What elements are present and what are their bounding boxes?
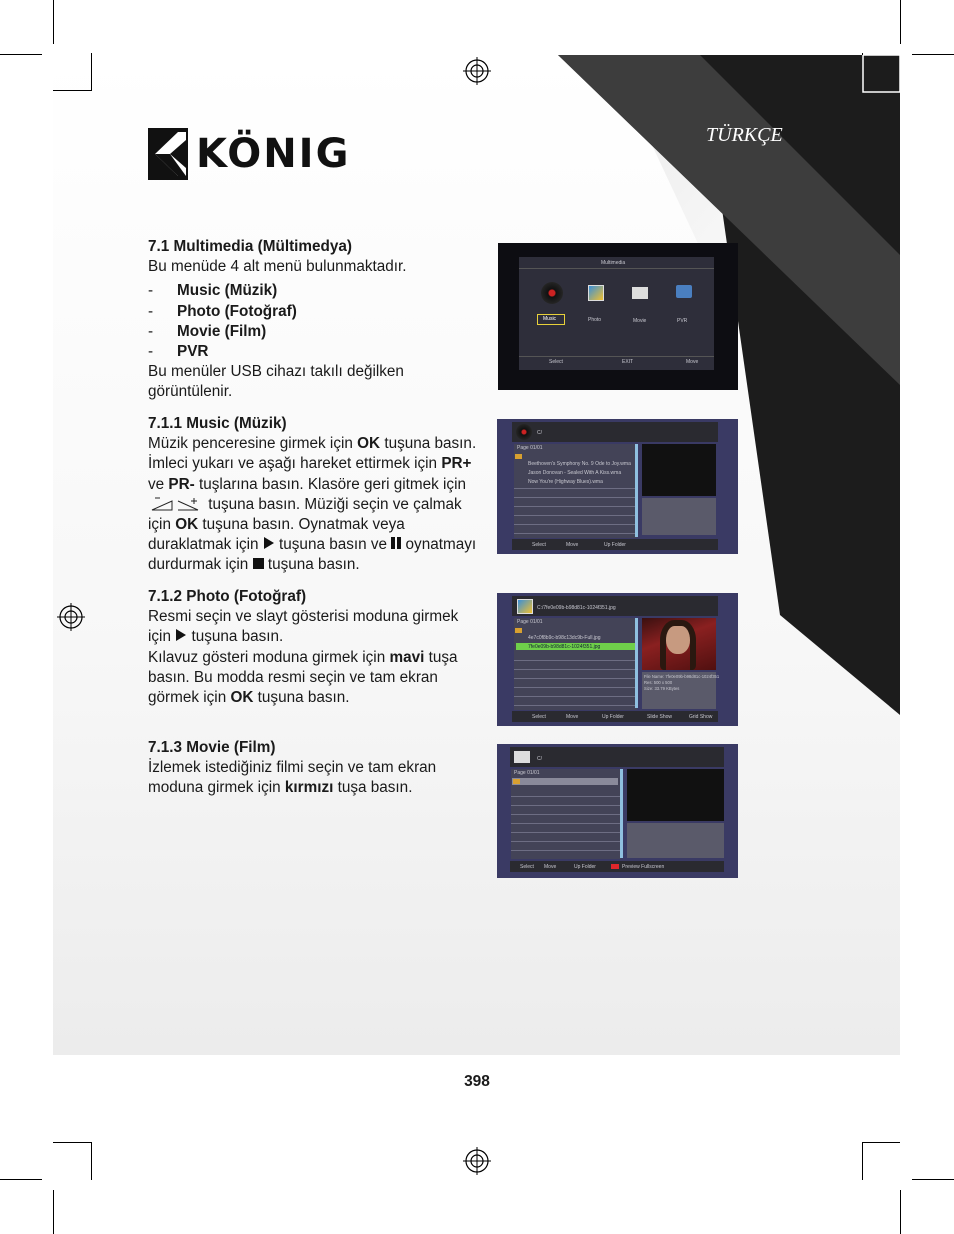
file-list xyxy=(514,444,637,538)
file-list xyxy=(514,618,637,710)
key-blue: mavi xyxy=(389,648,425,666)
path-label: C:/7fe0e09b-b98d81c-1024f351.jpg xyxy=(537,605,616,611)
crop-mark xyxy=(91,1142,92,1180)
section-title: 7.1 Multimedia (Mültimedya) xyxy=(148,238,352,255)
divider xyxy=(511,841,621,842)
footer-label: Select xyxy=(549,359,563,365)
section-movie xyxy=(148,738,478,799)
key-pr-plus: PR+ xyxy=(441,455,472,473)
text: tuşlarına basın. Klasöre geri gitmek için xyxy=(194,475,466,493)
info-line: Res: 500 x 500 xyxy=(644,680,673,685)
language-label: TÜRKÇE xyxy=(706,124,783,146)
konig-logo xyxy=(148,128,358,182)
divider xyxy=(514,696,637,697)
pvr-icon xyxy=(676,285,692,298)
selected-row[interactable] xyxy=(512,778,618,785)
submenu-list xyxy=(148,281,478,362)
path-label: C/ xyxy=(537,430,542,436)
page-number: 398 xyxy=(464,1073,490,1090)
divider xyxy=(514,497,637,498)
path-label: C/ xyxy=(537,756,542,762)
divider xyxy=(511,796,621,797)
crop-mark xyxy=(900,0,901,44)
file-list xyxy=(511,769,621,859)
paragraph xyxy=(148,607,478,647)
list-item: - Music (Müzik) xyxy=(148,281,478,301)
photo-icon xyxy=(517,599,533,614)
footer-label: Grid Show xyxy=(689,714,713,720)
list-item: Now You're (Highway Blues).wma xyxy=(528,479,603,485)
footer-label: Up Folder xyxy=(602,714,624,720)
divider xyxy=(514,687,637,688)
paragraph: Bu menüde 4 alt menü bulunmaktadır. xyxy=(148,258,407,276)
text: tuşuna basın. xyxy=(253,689,350,707)
page-label: Page 01/01 xyxy=(517,445,543,451)
footer-label: Select xyxy=(532,542,546,548)
footer-label: Up Folder xyxy=(574,864,596,870)
folder-icon xyxy=(515,454,522,459)
menu-item-label: Photo xyxy=(588,317,602,323)
list-item: - Photo (Fotoğraf) xyxy=(148,302,478,322)
list-item: 4e7c0f8b9c-b98c13dc9b-Full.jpg xyxy=(528,635,601,641)
text: Müzik penceresine girmek için xyxy=(148,435,358,453)
section-photo xyxy=(148,587,478,708)
list-item: - PVR xyxy=(148,342,478,362)
title-bar xyxy=(512,596,718,616)
list-item: Beethoven's Symphony No. 9 Ode to Joy.wma xyxy=(528,461,631,467)
footer-label: Slide Show xyxy=(647,714,673,720)
divider xyxy=(514,515,637,516)
text: tuşuna basın. Müziği seçin ve çalmak için xyxy=(148,495,462,534)
crop-mark xyxy=(53,90,91,91)
title-bar xyxy=(512,422,718,442)
text: İzlemek istediğiniz filmi seçin ve tam ekran moduna girmek için xyxy=(148,759,437,797)
preview-pane xyxy=(627,769,724,821)
info-pane xyxy=(642,672,720,709)
divider xyxy=(514,660,637,661)
footer-bar xyxy=(510,861,724,872)
footer-label: EXIT xyxy=(622,359,634,365)
crop-mark xyxy=(0,54,42,55)
paragraph: Bu menüler USB cihazı takılı değilken görüntülenir. xyxy=(148,363,404,401)
crop-mark xyxy=(912,54,954,55)
footer-label: Move xyxy=(686,359,699,365)
menu-panel xyxy=(519,257,714,370)
divider xyxy=(519,356,714,357)
text: tuşuna basın ve xyxy=(274,536,392,554)
divider xyxy=(514,524,637,525)
footer-label: Move xyxy=(566,714,579,720)
divider xyxy=(511,850,621,851)
divider xyxy=(511,814,621,815)
list-item: - Movie (Film) xyxy=(148,322,478,342)
movie-icon xyxy=(514,751,530,763)
footer-bar xyxy=(512,539,718,550)
divider xyxy=(514,705,637,706)
paragraph xyxy=(148,758,478,798)
divider xyxy=(519,268,714,269)
screenshot-music-browser xyxy=(497,419,738,554)
brand-wordmark: KÖNIG xyxy=(196,131,351,177)
scrollbar[interactable] xyxy=(635,444,638,537)
red-button-icon xyxy=(611,864,619,869)
info-pane xyxy=(642,498,716,535)
info-line: File Name: 7fe0e09b-b98d81c-1024f351 xyxy=(644,674,720,679)
divider xyxy=(511,805,621,806)
folder-icon xyxy=(515,628,522,633)
section-title: 7.1.3 Movie (Film) xyxy=(148,739,276,756)
registration-mark-icon xyxy=(57,603,85,631)
music-icon xyxy=(541,282,563,304)
menu-item-label: Movie xyxy=(633,318,647,324)
divider xyxy=(514,488,637,489)
photo-icon xyxy=(588,285,604,301)
crop-mark xyxy=(53,1190,54,1234)
crop-mark xyxy=(0,1179,42,1180)
play-icon xyxy=(264,537,274,549)
menu-item-label: PVR xyxy=(677,318,688,324)
divider xyxy=(514,533,637,534)
scrollbar[interactable] xyxy=(620,769,623,858)
footer-label: Preview Fullscreen xyxy=(622,864,665,870)
menu-item-label: Music xyxy=(543,316,557,322)
section-title: 7.1.2 Photo (Fotoğraf) xyxy=(148,588,307,605)
crop-mark xyxy=(900,1190,901,1234)
pause-icon xyxy=(391,537,395,549)
crop-mark xyxy=(912,1179,954,1180)
section-music xyxy=(148,414,478,576)
paragraph xyxy=(148,648,478,709)
page-label: Page 01/01 xyxy=(517,619,543,625)
footer-label: Select xyxy=(520,864,534,870)
scrollbar[interactable] xyxy=(635,618,638,708)
movie-icon xyxy=(632,287,648,299)
text: ve xyxy=(148,475,169,493)
text: Resmi seçin ve slayt gösterisi moduna girmek için xyxy=(148,608,459,646)
preview-pane xyxy=(642,444,716,496)
text: tuşa basın. xyxy=(333,779,413,797)
footer-label: Move xyxy=(566,542,579,548)
footer-label: Move xyxy=(544,864,557,870)
divider xyxy=(511,832,621,833)
stop-icon xyxy=(253,558,264,569)
divider xyxy=(514,669,637,670)
screenshot-movie-browser xyxy=(497,744,738,878)
text: tuşuna basın. Oynatmak veya duraklatmak için xyxy=(148,516,405,554)
text: oynatmayı durdurmak için xyxy=(148,536,477,574)
key-ok: OK xyxy=(230,689,254,707)
portrait-hair xyxy=(660,620,696,670)
key-pr-minus: PR- xyxy=(168,475,195,493)
crop-mark xyxy=(862,1142,900,1143)
photo-preview xyxy=(642,618,716,670)
list-item: Jason Donovan - Sealed With A Kiss.wma xyxy=(528,470,622,476)
play-icon xyxy=(176,629,186,641)
screenshot-multimedia-menu xyxy=(498,243,738,390)
footer-label: Select xyxy=(532,714,546,720)
registration-mark-icon xyxy=(463,57,491,85)
divider xyxy=(511,823,621,824)
section-multimedia xyxy=(148,237,478,403)
crop-mark xyxy=(53,0,54,44)
folder-icon xyxy=(513,779,520,784)
text: Kılavuz gösteri moduna girmek için xyxy=(148,648,390,666)
text: tuşuna basın. xyxy=(263,556,360,574)
music-icon xyxy=(516,424,532,440)
screenshot-photo-browser xyxy=(497,593,738,726)
crop-mark xyxy=(862,1142,863,1180)
paragraph xyxy=(148,434,478,575)
crop-mark xyxy=(53,1142,91,1143)
text: tuşa basın. Bu modda resmi seçin ve tam ekran görmek için xyxy=(148,648,458,707)
key-ok: OK xyxy=(175,516,199,534)
page-label: Page 01/01 xyxy=(514,770,540,776)
logo-mark-icon xyxy=(148,128,188,180)
text: tuşuna basın. xyxy=(187,628,284,646)
info-line: Size: 33.79 KBytes xyxy=(644,686,680,691)
text: tuşuna basın. İmleci yukarı ve aşağı hareket ettirmek için xyxy=(148,435,477,473)
volume-buttons-icon xyxy=(150,496,202,512)
registration-mark-icon xyxy=(463,1147,491,1175)
key-ok: OK xyxy=(357,435,381,453)
list-item: 7fe0e09b-b98d81c-1024f351.jpg xyxy=(528,644,601,650)
divider xyxy=(514,506,637,507)
info-pane xyxy=(627,823,724,858)
menu-title: Multimedia xyxy=(601,260,626,266)
title-bar xyxy=(510,747,724,767)
key-red: kırmızı xyxy=(284,779,334,797)
crop-mark xyxy=(91,53,92,91)
footer-bar xyxy=(512,711,718,722)
section-title: 7.1.1 Music (Müzik) xyxy=(148,415,287,432)
divider xyxy=(514,678,637,679)
footer-label: Up Folder xyxy=(604,542,626,548)
